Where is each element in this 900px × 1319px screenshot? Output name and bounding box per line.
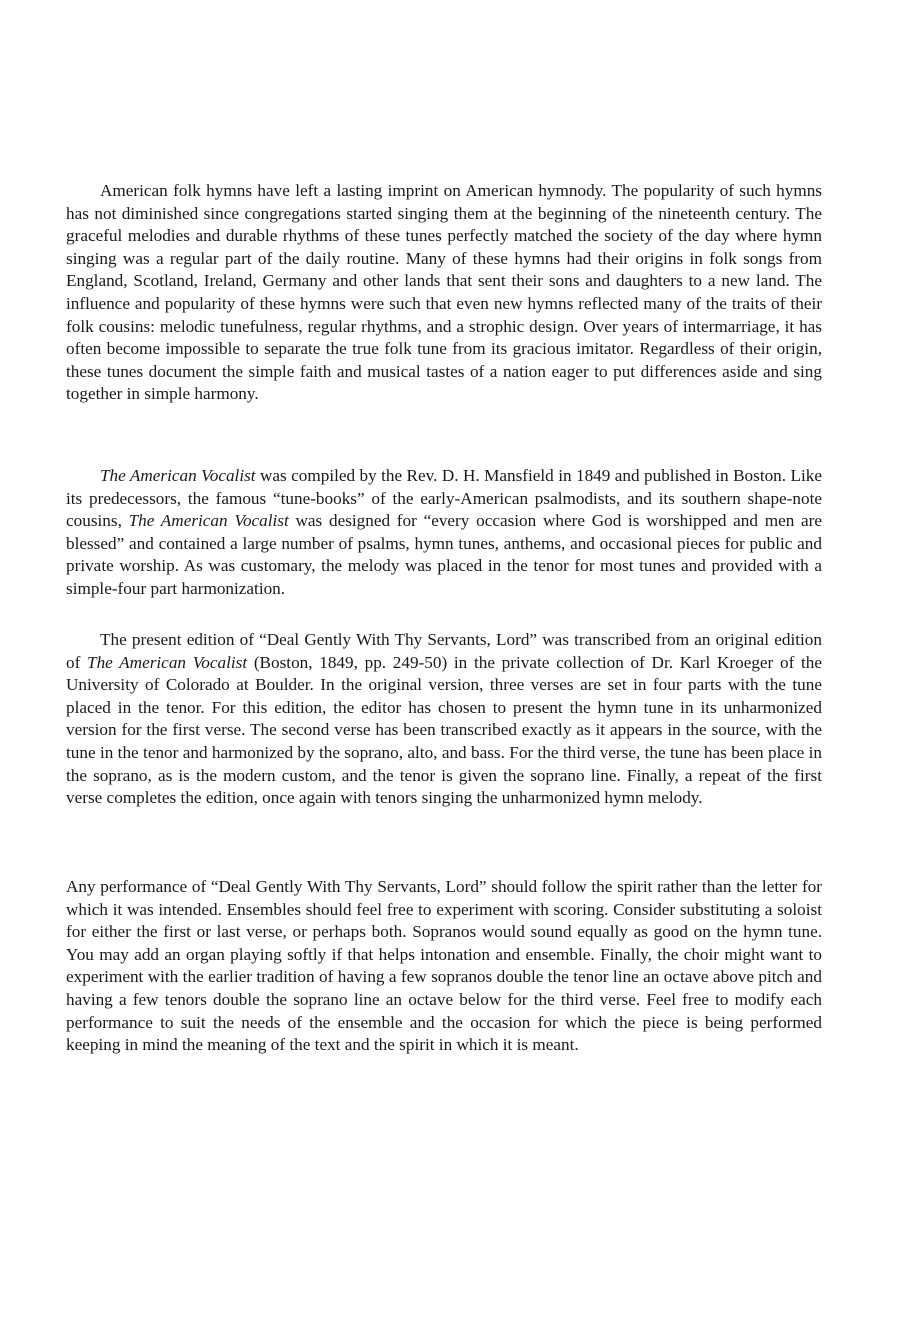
paragraph-performance-text: Any performance of “Deal Gently With Thy Servants, Lord” should follow the spirit rather than the letter for which it was intended. Ensembles should feel free to experiment with scoring. Consider substituting a soloist for either the first or last verse, or perhaps both. Sopranos would sound equally as good on the hymn tune. You may add an organ playing softly if that helps intonation and ensemble. Finally, the choir might want to experiment with the earlier tradition of having a few sopranos double the tenor line an octave above pitch and having a few tenors double the soprano line an octave below for the third verse. Feel free to modify each performance to suit the needs of the ensemble and the occasion for which the piece is being performed keeping in mind the meaning of the text and the spirit in which it is meant. [66,877,822,1055]
book-title: The American Vocalist [87,652,248,672]
paragraph-american-vocalist [66,465,822,601]
paragraph-text: was designed for “every occasion where God is worshipped and men are blessed” and contained a large number of psalms, hymn tunes, anthems, and occasional pieces for public and private worship. As was customary, the melody was placed in the tenor for most tunes and provided with a simple-four part harmonization. [66,511,822,598]
paragraph-performance [66,876,822,1057]
paragraph-text: (Boston, 1849, pp. 249-50) in the private collection of Dr. Karl Kroeger of the University of Colorado at Boulder. In the original version, three verses are set in four parts with the tune placed in the tenor. For this edition, the editor has chosen to present the hymn tune in its unharmonized version for the first verse. The second verse has been transcribed exactly as it appears in the source, with the tune in the tenor and harmonized by the soprano, alto, and bass. For the third verse, the tune has been place in the soprano, as is the modern custom, and the tenor is given the soprano line. Finally, a repeat of the first verse completes the edition, once again with tenors singing the unharmonized hymn melody. [66,652,822,808]
paragraph-intro-text: American folk hymns have left a lasting imprint on American hymnody. The popularity of such hymns has not diminished since congregations started singing them at the beginning of the nineteenth century. The graceful melodies and durable rhythms of these tunes perfectly matched the society of the day where hymn singing was a regular part of the daily routine. Many of these hymns had their origins in folk songs from England, Scotland, Ireland, Germany and other lands that sent their sons and daughters to a new land. The influence and popularity of these hymns were such that even new hymns reflected many of the traits of their folk cousins: melodic tunefulness, regular rhythms, and a strophic design. Over years of intermarriage, it has often become impossible to separate the true folk tune from its gracious imitator. Regardless of their origin, these tunes document the simple faith and musical tastes of a nation eager to put differences aside and sing together in simple harmony. [66,181,822,404]
book-title: The American Vocalist [100,466,256,485]
paragraph-present-edition [66,629,822,810]
paragraph-intro [66,180,822,406]
paragraph-text: The present edition of “Deal Gently With Thy Servants, Lord” was transcribed from an original edition of [66,630,822,672]
paragraph-text: was compiled by the Rev. D. H. Mansfield in 1849 and published in Boston. Like its predecessors, the famous “tune-books” of the early-American psalmodists, and its southern shape-note cousins, [66,466,822,531]
book-title: The American Vocalist [128,511,289,531]
